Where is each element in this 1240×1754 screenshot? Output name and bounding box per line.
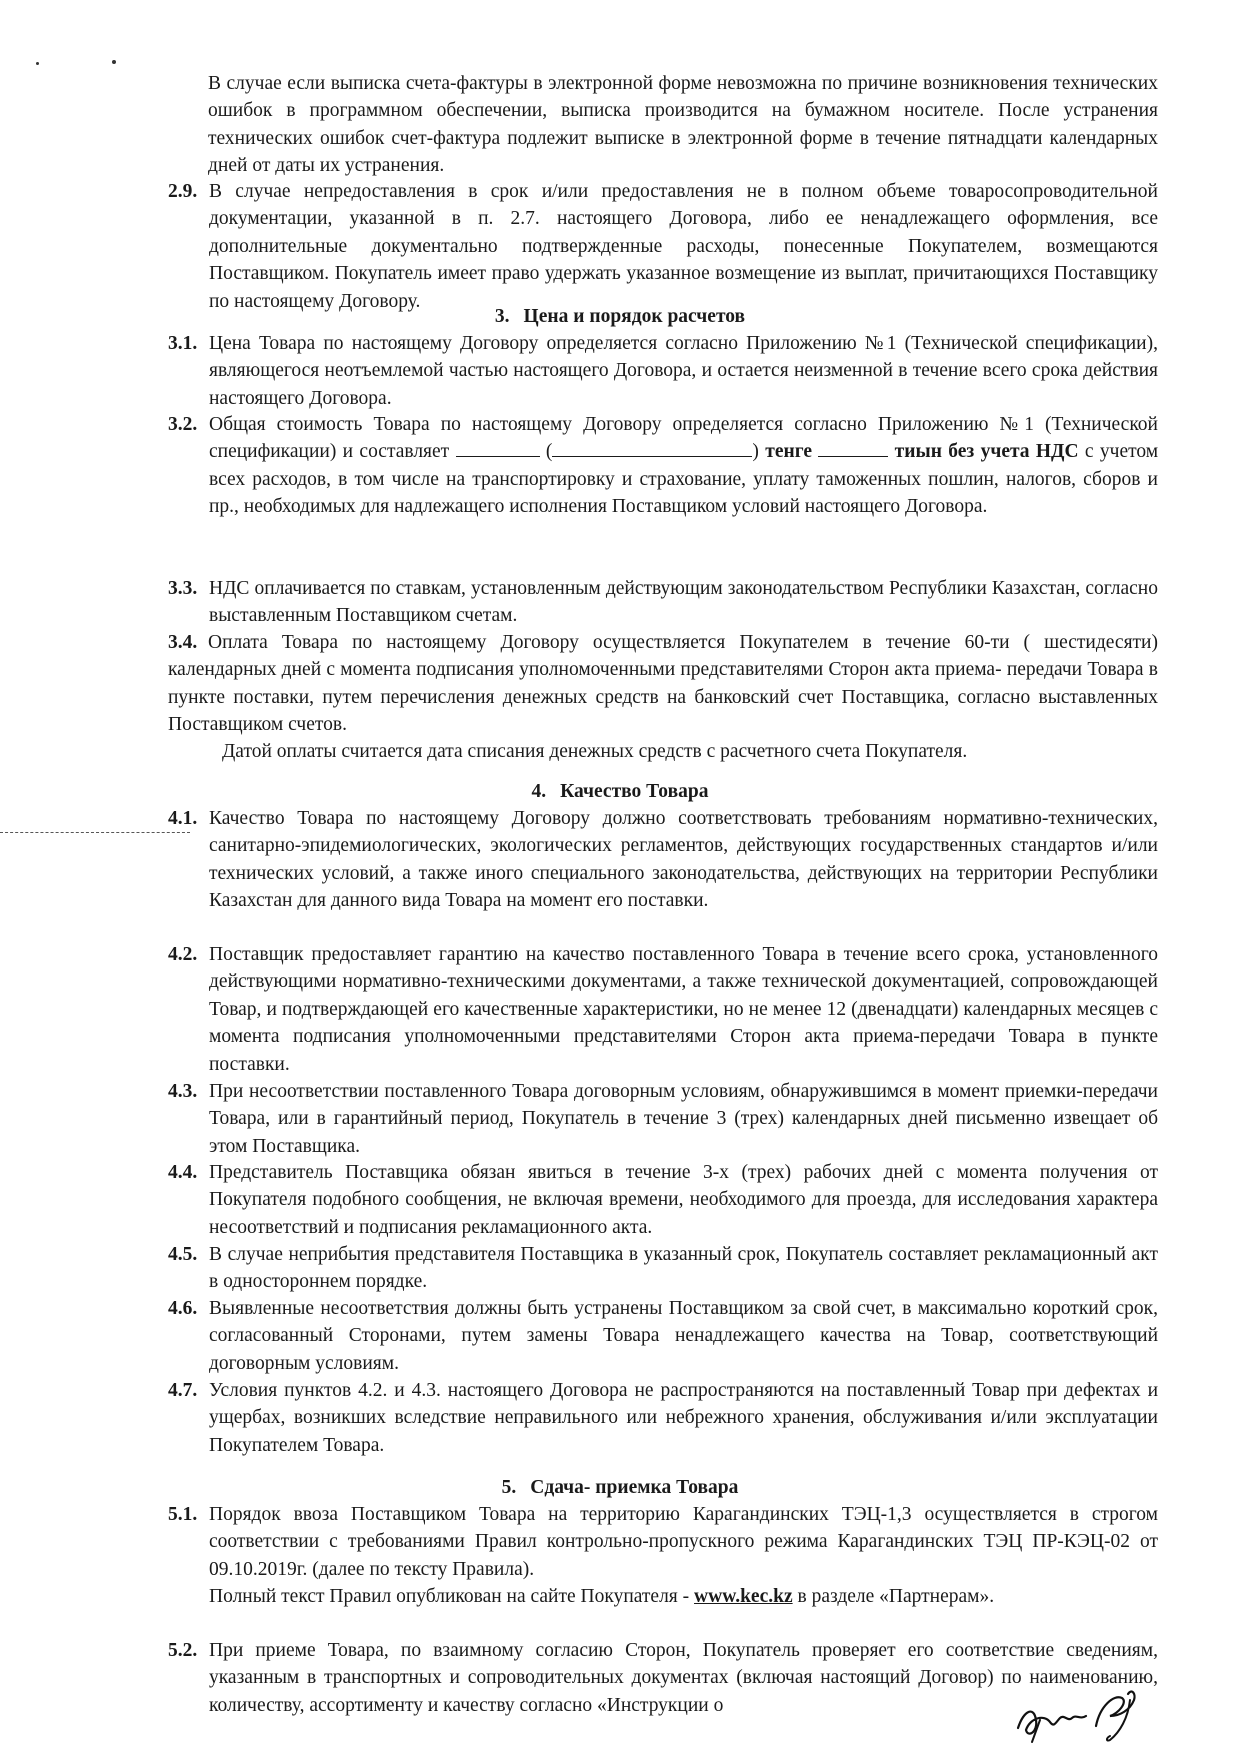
intro-paragraph: В случае если выписка счета-фактуры в электронной форме невозможна по причине возникновения технических ошибок в программном обеспечении, выписка производится на бумажном носителе. После устранения технических ошибок счет-фактура подлежит выписке в электронной форме в течение пятнадцати календарных дней от даты их устранения. — [208, 73, 1158, 177]
clause-text-part: в разделе «Партнерам». — [797, 1586, 995, 1608]
clause-4-6 — [168, 1295, 1158, 1377]
clause-number: 4.7. — [168, 1380, 198, 1401]
clause-number: 4.5. — [168, 1244, 198, 1265]
amount-words-blank — [552, 438, 752, 457]
section-title: Цена и порядок расчетов — [523, 306, 746, 327]
scan-speck — [36, 62, 39, 65]
tiyn-blank — [818, 438, 888, 457]
section-5-heading — [0, 1474, 1240, 1501]
clause-number: 4.4. — [168, 1162, 198, 1183]
clause-number: 4.6. — [168, 1298, 198, 1319]
tiyn-label: тиын без учета НДС — [894, 441, 1079, 463]
website-link[interactable]: www.kec.kz — [694, 1586, 793, 1608]
clause-number: 3.3. — [168, 578, 198, 599]
scan-speck — [112, 60, 116, 64]
handwritten-signature — [1010, 1670, 1170, 1750]
clause-text: Качество Товара по настоящему Договору должно соответствовать требованиям нормативно-технических, санитарно-эпидемиологических, экологических регламентов, действующих государственных стандартов и/или технических условий, а также иного специального законодательства, действующих на территории Республики Казахстан для данного вида Товара на момент его поставки. — [209, 808, 1158, 912]
clause-text: Оплата Товара по настоящему Договору осуществляется Покупателем в течение 60-ти ( шестидесяти) календарных дней с момента подписания уполномоченными представителями Сторон акта приема- передачи Товара в пункте поставки, путем перечисления денежных средств на банковский счет Поставщика, согласно выставленных Поставщиком счетов. — [168, 632, 1158, 736]
clause-4-2 — [168, 941, 1158, 1078]
clause-number: 4.1. — [168, 808, 198, 829]
clause-number: 4.2. — [168, 944, 198, 965]
clause-3-4 — [168, 629, 1158, 739]
scan-dashed-line — [0, 832, 190, 833]
clause-text-continued — [209, 1583, 1158, 1610]
clause-text: Порядок ввоза Поставщиком Товара на территорию Карагандинских ТЭЦ-1,3 осуществляется в строгом соответствии с требованиями Правил контрольно-пропускного режима Карагандинских ТЭЦ ПР-КЭЦ-02 от 09.10.2019г. (далее по тексту Правила). — [209, 1504, 1158, 1580]
clause-number: 5.1. — [168, 1504, 198, 1525]
clause-4-7 — [168, 1377, 1158, 1459]
clause-text: При несоответствии поставленного Товара договорным условиям, обнаружившимся в момент приемки-передачи Товара, или в гарантийный период, Покупатель в течение 3 (трех) календарных дней письменно извещает об этом Поставщика. — [209, 1081, 1158, 1157]
clause-3-2 — [168, 411, 1158, 521]
amount-blank — [456, 438, 540, 457]
clause-3-3 — [168, 575, 1158, 630]
clause-text: Поставщик предоставляет гарантию на качество поставленного Товара в течение всего срока, установленного действующими нормативно-техническими документами, а также технической документацией, сопровождающей Товар, и подтверждающей его качественные характеристики, но не менее 12 (двенадцати) календарных месяцев с момента подписания уполномоченными представителями Сторон акта приема-передачи Товара в пункте поставки. — [209, 944, 1158, 1075]
clause-number: 4.3. — [168, 1081, 198, 1102]
paren-open: ( — [545, 441, 553, 463]
clause-text: В случае неприбытия представителя Поставщика в указанный срок, Покупатель составляет рекламационный акт в одностороннем порядке. — [209, 1244, 1158, 1293]
clause-text: Выявленные несоответствия должны быть устранены Поставщиком за свой счет, в максимально короткий срок, согласованный Сторонами, путем замены Товара ненадлежащего качества на Товар, соответствующий договорным условиям. — [209, 1298, 1158, 1374]
clause-4-4 — [168, 1159, 1158, 1241]
section-3-heading — [0, 303, 1240, 330]
section-number: 4. — [531, 781, 547, 802]
clause-text: Цена Товара по настоящему Договору определяется согласно Приложению №1 (Технической спецификации), являющегося неотъемлемой частью настоящего Договора, и остается неизменной в течение всего срока действия настоящего Договора. — [209, 333, 1158, 409]
clause-number: 3.1. — [168, 333, 198, 354]
clause-text-part: с учетом всех расходов, в том числе на транспортировку и страхование, уплату таможенных пошлин, налогов, сборов и пр., необходимых для надлежащего исполнения Поставщиком условий настоящего Договора. — [209, 441, 1159, 518]
clause-text — [209, 411, 1158, 521]
section-number: 3. — [494, 306, 510, 327]
clause-number: 3.4. — [168, 632, 198, 653]
clause-text: При приеме Товара, по взаимному согласию Сторон, Покупатель проверяет его соответствие сведениям, указанным в транспортных и сопроводительных документах (включая настоящий Договор) по наименованию, количеству, ассортименту и качеству согласно «Инструкции о — [209, 1640, 1158, 1716]
payment-date-paragraph: Датой оплаты считается дата списания денежных средств с расчетного счета Покупателя. — [222, 741, 968, 762]
clause-number: 2.9. — [168, 181, 198, 202]
clause-text: НДС оплачивается по ставкам, установленным действующим законодательством Республики Казахстан, согласно выставленным Поставщиком счетам. — [209, 578, 1158, 627]
clause-number: 3.2. — [168, 414, 198, 435]
section-number: 5. — [501, 1477, 517, 1498]
section-title: Качество Товара — [560, 781, 709, 802]
clause-4-1 — [168, 805, 1158, 915]
section-title: Сдача- приемка Товара — [530, 1477, 739, 1498]
tenge-label: тенге — [765, 441, 812, 463]
clause-number: 5.2. — [168, 1640, 198, 1661]
clause-text: Условия пунктов 4.2. и 4.3. настоящего Договора не распространяются на поставленный Товар при дефектах и ущербах, возникших вследствие неправильного или небрежного хранения, обслуживания и/или эксплуатации Покупателем Товара. — [209, 1380, 1158, 1456]
clause-4-5 — [168, 1241, 1158, 1296]
clause-3-1 — [168, 330, 1158, 412]
clause-2-9 — [168, 178, 1158, 315]
clause-text-part: Полный текст Правил опубликован на сайте Покупателя - — [209, 1586, 690, 1608]
paren-close: ) — [752, 441, 759, 463]
clause-text: В случае непредоставления в срок и/или предоставления не в полном объеме товаросопроводительной документации, указанной в п. 2.7. настоящего Договора, либо ее ненадлежащего оформления, все дополнительные документально подтвержденные расходы, понесенные Покупателем, возмещаются Поставщиком. Покупатель имеет право удержать указанное возмещение из выплат, причитающихся Поставщику по настоящему Договору. — [209, 181, 1158, 312]
clause-text: Представитель Поставщика обязан явиться в течение 3-х (трех) рабочих дней с момента получения от Покупателя подобного сообщения, не включая времени, необходимого для проезда, для исследования характера несоответствий и подписания рекламационного акта. — [209, 1162, 1158, 1238]
clause-5-1 — [168, 1501, 1158, 1611]
clause-text-part: Общая стоимость Товара по настоящему Договору определяется согласно Приложению №1 (Технической спецификации) и составляет — [209, 414, 1158, 463]
section-4-heading — [0, 778, 1240, 805]
clause-4-3 — [168, 1078, 1158, 1160]
